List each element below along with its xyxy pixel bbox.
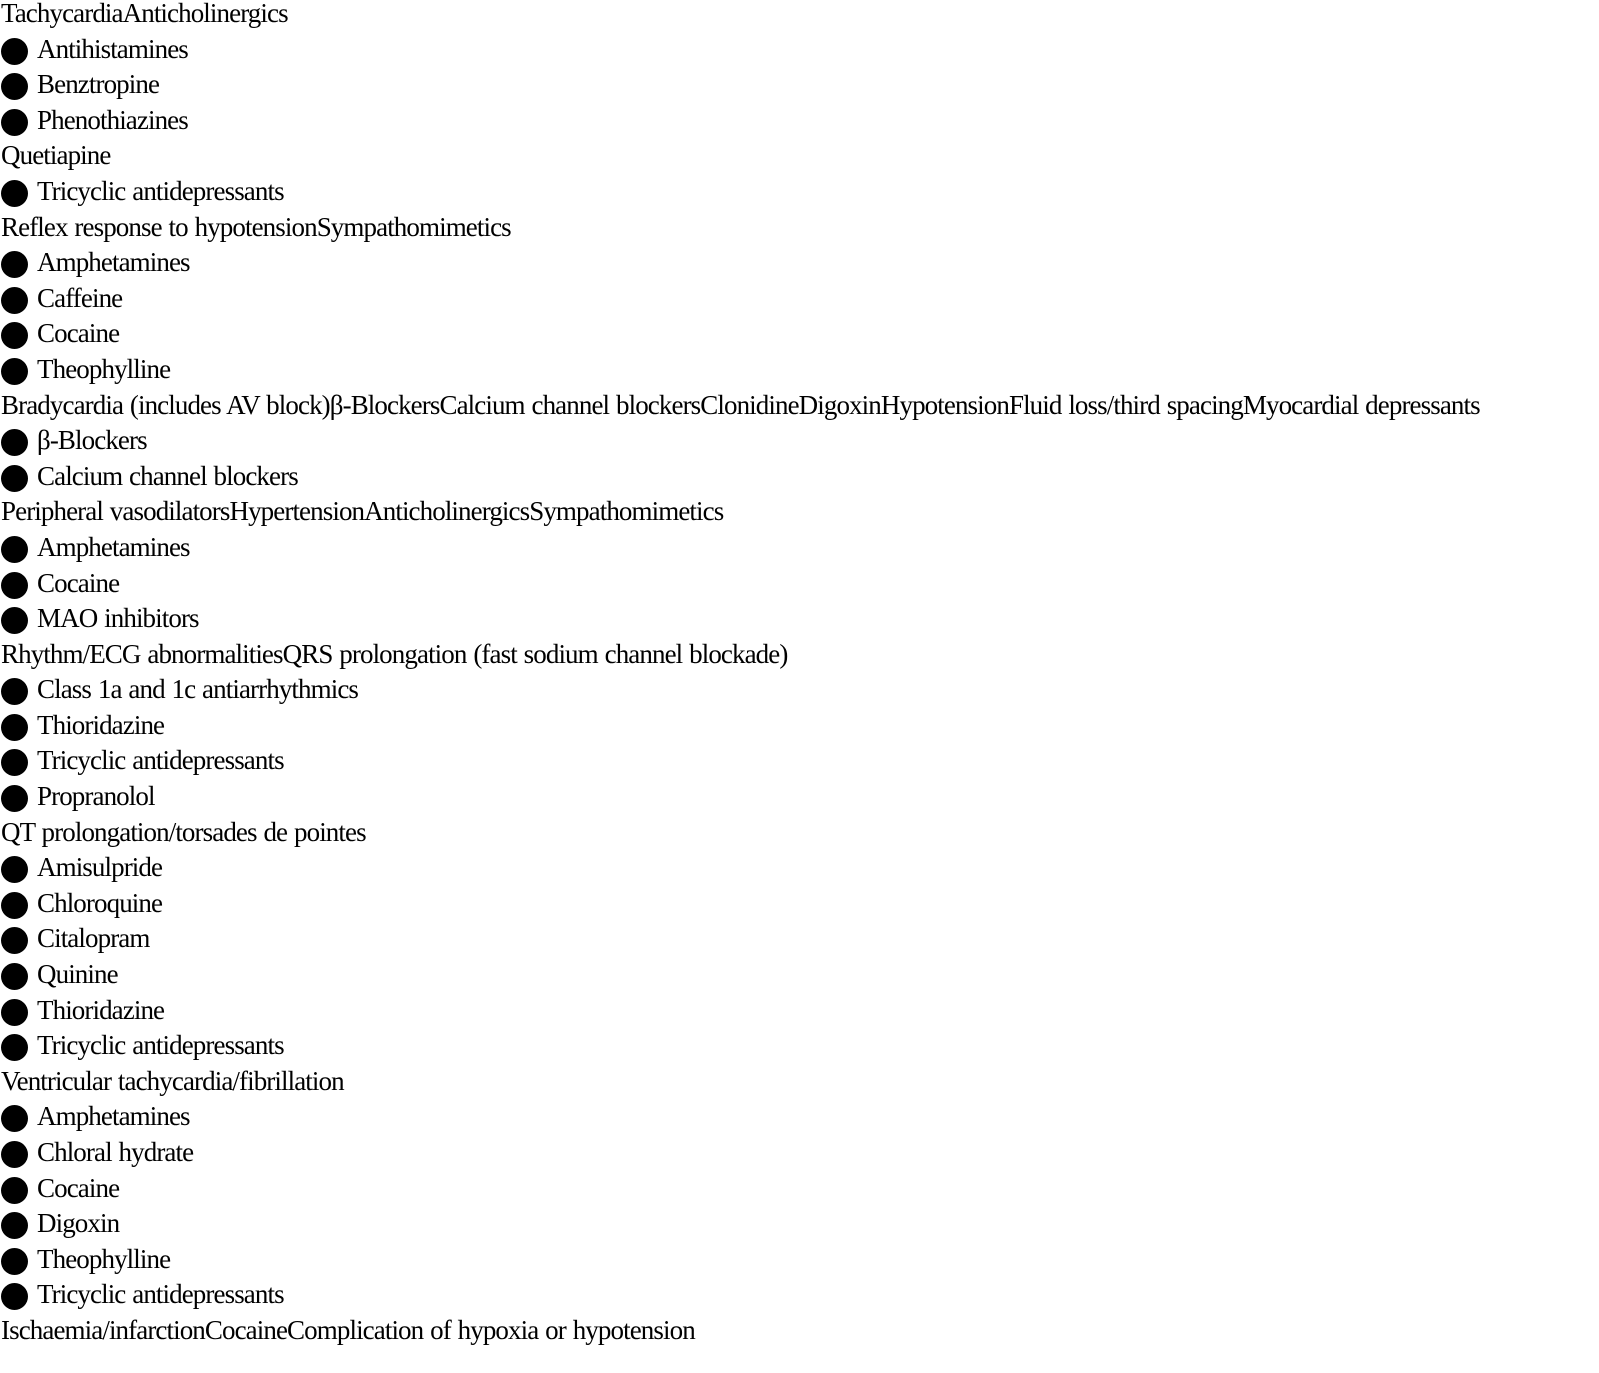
list-item-label: Calcium channel blockers: [37, 460, 298, 491]
text-line: [1, 0, 1599, 36]
list-item: [1, 1243, 1599, 1282]
list-item: [1, 1032, 1599, 1068]
list-item: [1, 676, 1599, 712]
bullet-icon: [1, 429, 28, 456]
list-item-label: Antihistamines: [37, 33, 188, 64]
bullet-icon: [1, 180, 28, 207]
list-item-label: Theophylline: [37, 353, 171, 384]
list-item: [1, 783, 1599, 819]
list-item: [1, 531, 1599, 570]
list-item-label: β-Blockers: [37, 425, 147, 456]
bullet-icon: [1, 927, 28, 954]
list-item: [1, 747, 1599, 783]
bullet-icon: [1, 73, 28, 100]
text-line: [1, 142, 1599, 178]
bullet-icon: [1, 322, 28, 349]
list-item-label: Cocaine: [37, 318, 120, 349]
list-item-label: Caffeine: [37, 282, 123, 313]
text-line-label: Reflex response to hypotensionSympathomimetics: [1, 211, 511, 242]
list-item: [1, 1172, 1599, 1211]
list-item: [1, 887, 1599, 926]
list-item: [1, 1103, 1599, 1139]
list-item-label: Cocaine: [37, 1172, 120, 1203]
bullet-icon: [1, 1034, 28, 1061]
list-item-label: Thioridazine: [37, 709, 165, 740]
bullet-icon: [1, 785, 28, 812]
list-item: [1, 33, 1599, 72]
list-item: [1, 854, 1599, 890]
bullet-icon: [1, 1105, 28, 1132]
bullet-icon: [1, 358, 28, 385]
list-item: [1, 104, 1599, 143]
list-item-label: Amphetamines: [37, 1101, 190, 1132]
list-item: [1, 994, 1599, 1033]
list-item-label: Tricyclic antidepressants: [37, 1279, 284, 1310]
list-item: [1, 71, 1599, 107]
bullet-icon: [1, 1283, 28, 1310]
text-line: [1, 1314, 1599, 1353]
text-line-label: Ventricular tachycardia/fibrillation: [1, 1065, 344, 1096]
bullet-icon: [1, 749, 28, 776]
list-item-label: Tricyclic antidepressants: [37, 175, 284, 206]
list-item-label: Cocaine: [37, 567, 120, 598]
text-line-label: Ischaemia/infarctionCocaineComplication of hypoxia or hypotension: [1, 1314, 695, 1345]
list-item-label: MAO inhibitors: [37, 603, 199, 634]
list-item-label: Amisulpride: [37, 852, 163, 883]
list-item-label: Amphetamines: [37, 531, 190, 562]
list-item: [1, 249, 1599, 285]
list-item: [1, 1210, 1599, 1246]
list-item: [1, 175, 1599, 214]
list-item: [1, 427, 1599, 463]
text-line: [1, 638, 1599, 677]
bullet-icon: [1, 714, 28, 741]
list-item: [1, 709, 1599, 748]
text-line-label: Peripheral vasodilatorsHypertensionAnticholinergicsSympathomimetics: [1, 496, 724, 527]
text-line-label: Quetiapine: [1, 140, 111, 171]
list-item-label: Chloroquine: [37, 887, 163, 918]
list-item-label: Thioridazine: [37, 994, 165, 1025]
bullet-icon: [1, 109, 28, 136]
text-line: [1, 498, 1599, 534]
list-item: [1, 282, 1599, 321]
text-line: [1, 211, 1599, 250]
list-item-label: Tricyclic antidepressants: [37, 745, 284, 776]
bullet-icon: [1, 1141, 28, 1168]
text-line: [1, 389, 1599, 428]
list-item-label: Benztropine: [37, 69, 160, 100]
list-item-label: Amphetamines: [37, 247, 190, 278]
list-item: [1, 1139, 1599, 1175]
bullet-icon: [1, 251, 28, 278]
list-item: [1, 320, 1599, 356]
list-item-label: Citalopram: [37, 923, 150, 954]
list-item-label: Tricyclic antidepressants: [37, 1030, 284, 1061]
bullet-icon: [1, 572, 28, 599]
text-line-label: Bradycardia (includes AV block)β-BlockersCalcium channel blockersClonidineDigoxinHypotensionFluid loss/third spacingMyocardial depressants: [1, 389, 1480, 420]
text-line-label: QT prolongation/torsades de pointes: [1, 816, 366, 847]
list-item: [1, 353, 1599, 392]
bullet-icon: [1, 999, 28, 1026]
text-line: [1, 816, 1599, 855]
list-item: [1, 1281, 1599, 1317]
bullet-icon: [1, 892, 28, 919]
bullet-icon: [1, 1177, 28, 1204]
bullet-icon: [1, 465, 28, 492]
list-item-label: Quinine: [37, 959, 118, 990]
bullet-icon: [1, 1212, 28, 1239]
bullet-icon: [1, 287, 28, 314]
list-item-label: Theophylline: [37, 1243, 171, 1274]
list-item: [1, 925, 1599, 961]
bullet-icon: [1, 38, 28, 65]
text-line-label: Rhythm/ECG abnormalitiesQRS prolongation (fast sodium channel blockade): [1, 638, 788, 669]
bullet-icon: [1, 856, 28, 883]
list-item-label: Digoxin: [37, 1208, 120, 1239]
list-item-label: Propranolol: [37, 781, 155, 812]
list-item: [1, 961, 1599, 997]
list-item: [1, 567, 1599, 606]
list-item-label: Chloral hydrate: [37, 1137, 194, 1167]
bullet-icon: [1, 678, 28, 705]
list-item-label: Phenothiazines: [37, 104, 188, 135]
bullet-icon: [1, 1248, 28, 1275]
list-item-label: Class 1a and 1c antiarrhythmics: [37, 674, 359, 705]
bullet-icon: [1, 963, 28, 990]
list-item: [1, 605, 1599, 641]
text-line: [1, 1065, 1599, 1104]
bullet-icon: [1, 607, 28, 634]
text-line-label: TachycardiaAnticholinergics: [1, 0, 288, 28]
bullet-icon: [1, 536, 28, 563]
list-item: [1, 460, 1599, 499]
